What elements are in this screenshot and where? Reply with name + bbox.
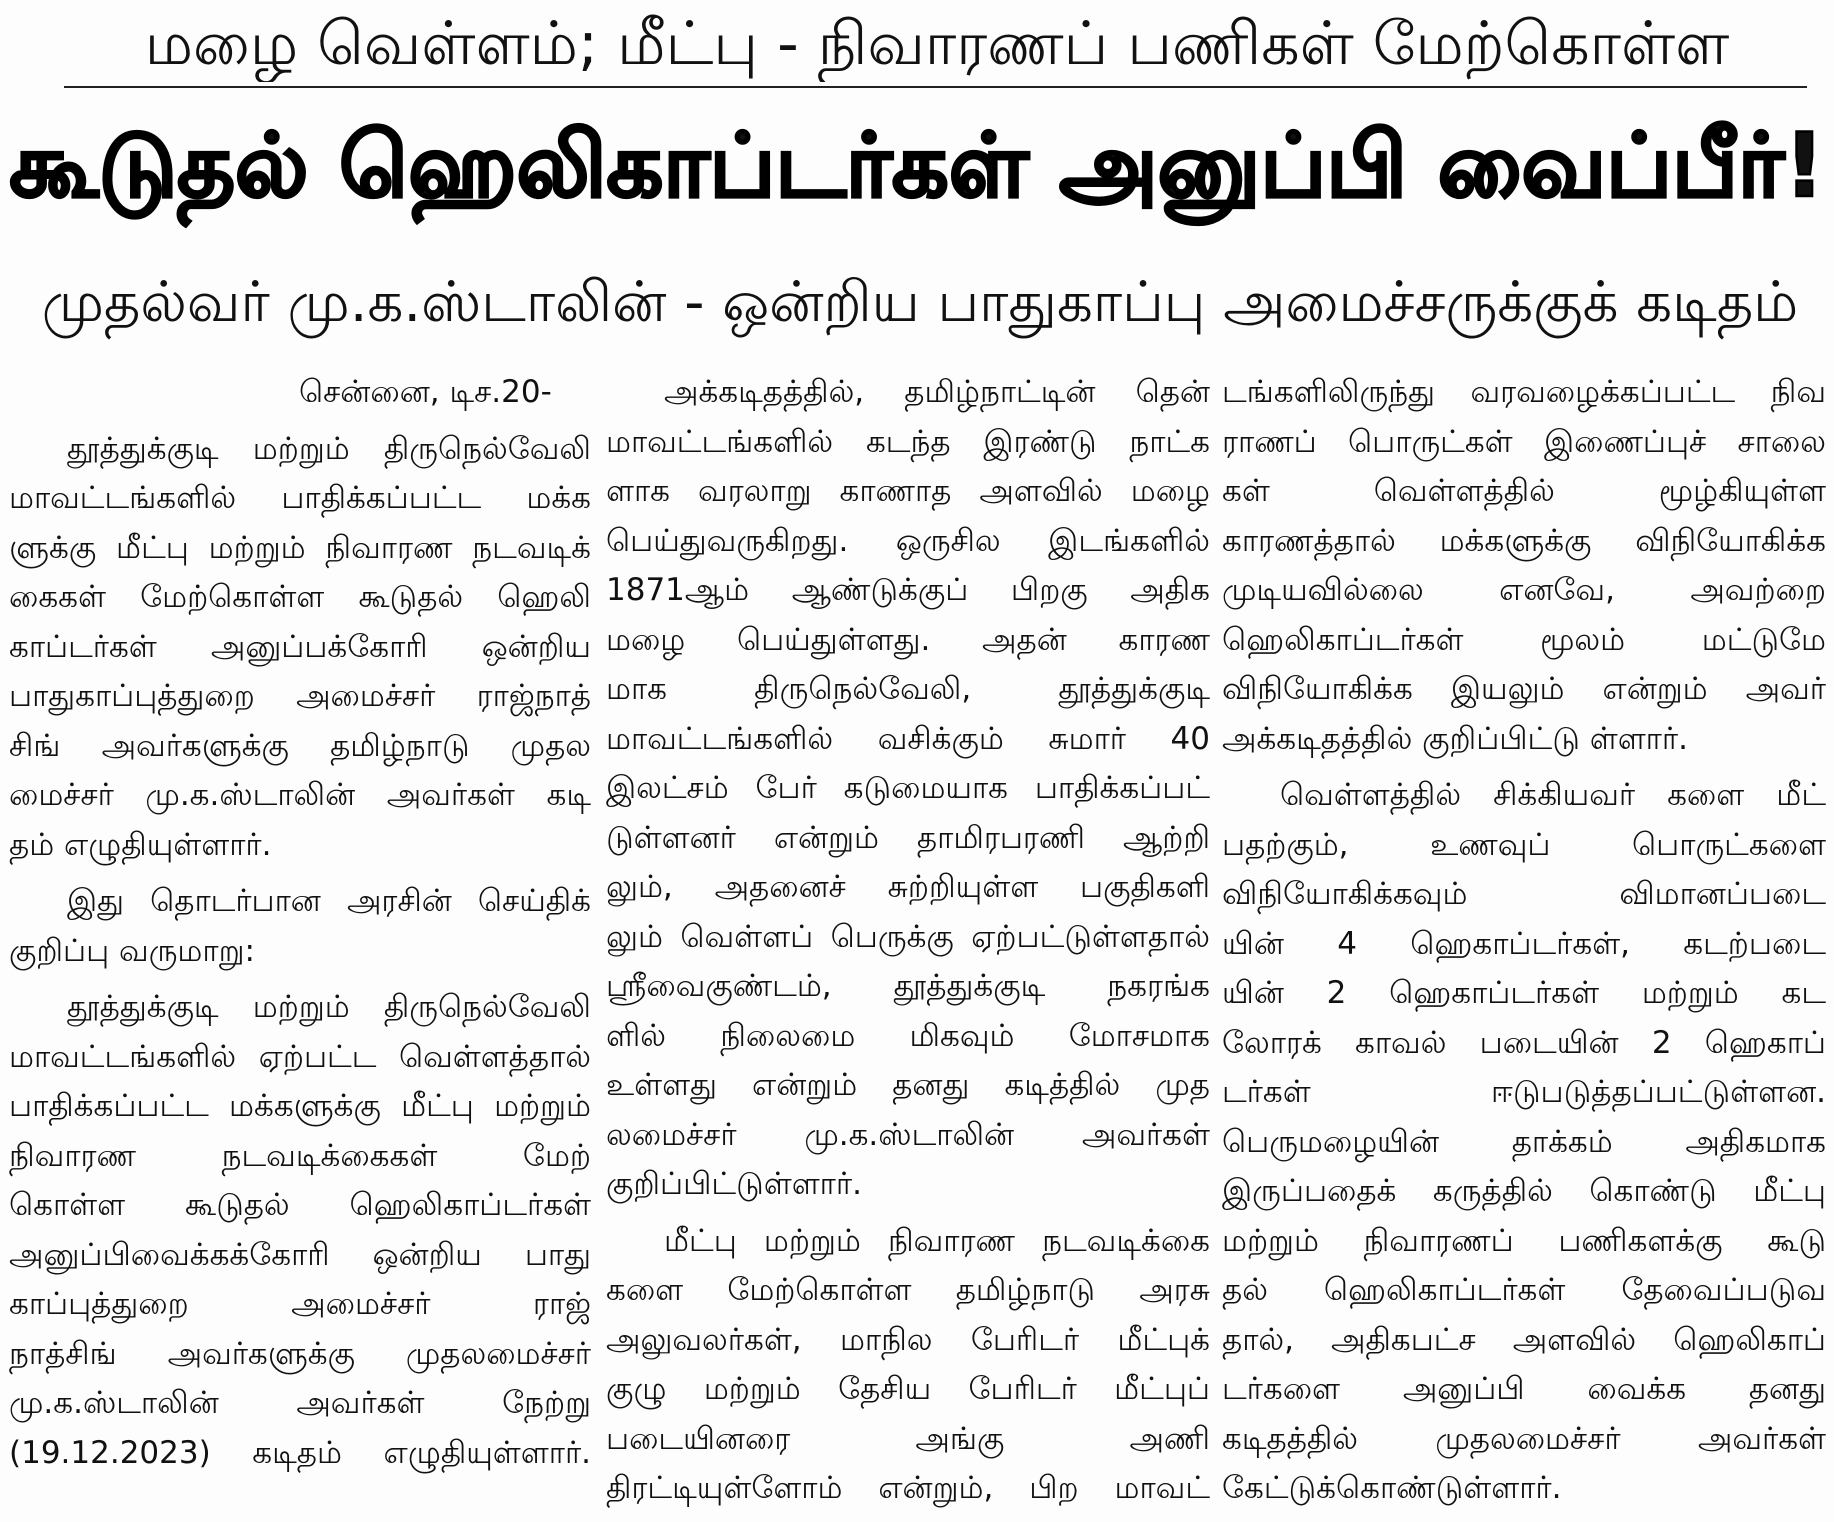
text-line: அலுவலர்கள், மாநில பேரிடர் மீட்புக் (606, 1321, 1210, 1358)
text-line: லும், அதனைச் சுற்றியுள்ள பகுதிகளி (606, 869, 1210, 905)
text-line: கைகள் மேற்கொள்ள கூடுதல் ஹெலி (9, 579, 591, 615)
paragraph (9, 425, 591, 871)
text-line: காரணத்தால் மக்களுக்கு விநியோகிக்க (1222, 522, 1826, 559)
text-line: காப்புத்துறை அமைச்சர் ராஜ் (9, 1286, 591, 1322)
text-line: கடிதத்தில் முதலமைச்சர் அவர்கள் (1222, 1420, 1826, 1457)
text-line: இது தொடர்பான அரசின் செய்திக் (67, 883, 591, 919)
text-line: யின் 4 ஹெகாப்டர்கள், கடற்படை (1222, 925, 1826, 962)
text-line: மாவட்டங்களில் ஏற்பட்ட வெள்ளத்தால் (9, 1038, 591, 1075)
text-line: பெருமழையின் தாக்கம் அதிகமாக (1222, 1123, 1826, 1160)
text-line: மாவட்டங்களில் பாதிக்கப்பட்ட மக்க (9, 480, 591, 516)
text-line: விநியோகிக்கவும் விமானப்படை (1222, 876, 1826, 912)
text-line: மு.க.ஸ்டாலின் அவர்கள் நேற்று (9, 1385, 591, 1421)
text-line: முடியவில்லை எனவே, அவற்றை (1222, 572, 1826, 608)
headline-divider (64, 86, 1807, 88)
text-line: தல் ஹெலிகாப்டர்கள் தேவைப்படுவ (1222, 1272, 1826, 1308)
paragraph (606, 368, 1210, 1210)
text-line: குறிப்பிட்டுள்ளார். (606, 1166, 862, 1202)
text-line: வெள்ளத்தில் சிக்கியவர் களை மீட் (1280, 777, 1826, 813)
text-line: திரட்டியுள்ளோம் என்றும், பிற மாவட் (606, 1470, 1210, 1506)
text-line: தம் எழுதியுள்ளார். (9, 826, 272, 863)
article-column-3 (1222, 368, 1826, 1514)
text-line: குழு மற்றும் தேசிய பேரிடர் மீட்புப் (606, 1371, 1210, 1407)
text-line: உள்ளது என்றும் தனது கடித்தில் முத (606, 1067, 1210, 1103)
text-line: டுள்ளனர் என்றும் தாமிரபரணி ஆற்றி (606, 819, 1210, 856)
text-line: இருப்பதைக் கருத்தில் கொண்டு மீட்பு (1222, 1173, 1826, 1209)
text-line: பதற்கும், உணவுப் பொருட்களை (1222, 826, 1826, 863)
text-line: அக்கடிதத்தில் குறிப்பிட்டு ள்ளார். (1222, 720, 1688, 757)
text-line: பெய்துவருகிறது. ஒருசில இடங்களில் (606, 522, 1210, 559)
text-line: ளாக வரலாறு காணாத அளவில் மழை (606, 473, 1210, 509)
text-line: மழை பெய்துள்ளது. அதன் காரண (606, 621, 1210, 658)
text-line: அனுப்பிவைக்கக்கோரி ஒன்றிய பாது (9, 1236, 591, 1273)
text-line: லும் வெள்ளப் பெருக்கு ஏற்பட்டுள்ளதால் (606, 918, 1210, 955)
text-line: டர்கள் ஈடுபடுத்தப்பட்டுள்ளன. (1222, 1074, 1826, 1110)
text-line: (19.12.2023) கடிதம் எழுதியுள்ளார். (9, 1434, 591, 1471)
article-column-1 (9, 368, 591, 1478)
text-line: படையினரை அங்கு அணி (606, 1420, 1210, 1457)
text-line: ராணப் பொருட்கள் இணைப்புச் சாலை (1222, 423, 1826, 460)
paragraph (9, 983, 591, 1478)
text-line: சிங் அவர்களுக்கு தமிழ்நாடு முதல (9, 727, 591, 764)
text-line: இலட்சம் பேர் கடுமையாக பாதிக்கப்பட் (606, 770, 1210, 806)
text-line: நிவாரண நடவடிக்கைகள் மேற் (9, 1137, 591, 1174)
dateline: சென்னை, டிச.20- (299, 374, 552, 410)
text-line: மாவட்டங்களில் கடந்த இரண்டு நாட்க (606, 423, 1210, 460)
text-line: மாவட்டங்களில் வசிக்கும் சுமார் 40 (606, 720, 1210, 757)
text-line: டங்களிலிருந்து வரவழைக்கப்பட்ட நிவ (1222, 374, 1826, 410)
dateline-block (9, 368, 591, 418)
paragraph (606, 1217, 1210, 1514)
text-line: ஹெலிகாப்டர்கள் மூலம் மட்டுமே (1222, 621, 1826, 658)
text-line: ளுக்கு மீட்பு மற்றும் நிவாரண நடவடிக் (9, 529, 591, 566)
article-column-2 (606, 368, 1210, 1514)
text-line: 1871ஆம் ஆண்டுக்குப் பிறகு அதிக (606, 572, 1210, 608)
text-line: டர்களை அனுப்பி வைக்க தனது (1222, 1371, 1826, 1407)
text-line: ஸ்ரீவைகுண்டம், தூத்துக்குடி நகரங்க (606, 968, 1210, 1004)
headline-title: கூடுதல் ஹெலிகாப்டர்கள் அனுப்பி வைப்பீர்! (9, 114, 1825, 217)
text-line: கள் வெள்ளத்தில் மூழ்கியுள்ள (1222, 473, 1826, 509)
text-line: களை மேற்கொள்ள தமிழ்நாடு அரசு (606, 1272, 1210, 1308)
text-line: குறிப்பு வருமாறு: (9, 932, 255, 969)
text-line: தால், அதிகபட்ச அளவில் ஹெலிகாப் (1222, 1321, 1826, 1358)
text-line: அக்கடிதத்தில், தமிழ்நாட்டின் தென் (664, 374, 1210, 410)
paragraph (1222, 771, 1826, 1514)
text-line: பாதிக்கப்பட்ட மக்களுக்கு மீட்பு மற்றும் (9, 1088, 591, 1124)
paragraph (9, 877, 591, 976)
text-line: விநியோகிக்க இயலும் என்றும் அவர் (1222, 671, 1826, 707)
text-line: நாத்சிங் அவர்களுக்கு முதலமைச்சர் (9, 1335, 591, 1372)
text-line: தூத்துக்குடி மற்றும் திருநெல்வேலி (67, 430, 591, 467)
text-line: மைச்சர் மு.க.ஸ்டாலின் அவர்கள் கடி (9, 777, 591, 813)
text-line: தூத்துக்குடி மற்றும் திருநெல்வேலி (67, 989, 591, 1025)
paragraph (1222, 368, 1826, 764)
headline-subtitle: முதல்வர் மு.க.ஸ்டாலின் - ஒன்றிய பாதுகாப்பு அமைச்சருக்குக் கடிதம் (41, 270, 1799, 335)
text-line: லமைச்சர் மு.க.ஸ்டாலின் அவர்கள் (606, 1116, 1210, 1153)
text-line: கொள்ள கூடுதல் ஹெலிகாப்டர்கள் (9, 1187, 591, 1223)
text-line: மாக திருநெல்வேலி, தூத்துக்குடி (606, 671, 1210, 707)
text-line: மீட்பு மற்றும் நிவாரண நடவடிக்கை (664, 1222, 1210, 1259)
text-line: லோரக் காவல் படையின் 2 ஹெகாப் (1222, 1024, 1826, 1061)
text-line: கேட்டுக்கொண்டுள்ளார். (1222, 1470, 1562, 1506)
text-line: மற்றும் நிவாரணப் பணிகளக்கு கூடு (1222, 1222, 1826, 1259)
text-line: ளில் நிலைமை மிகவும் மோசமாக (606, 1017, 1210, 1054)
text-line: காப்டர்கள் அனுப்பக்கோரி ஒன்றிய (9, 628, 591, 665)
text-line: யின் 2 ஹெகாப்டர்கள் மற்றும் கட (1222, 975, 1826, 1011)
headline-kicker: மழை வெள்ளம்; மீட்பு - நிவாரணப் பணிகள் மேற்கொள்ள (144, 9, 1730, 79)
text-line: பாதுகாப்புத்துறை அமைச்சர் ராஜ்நாத் (9, 678, 591, 714)
